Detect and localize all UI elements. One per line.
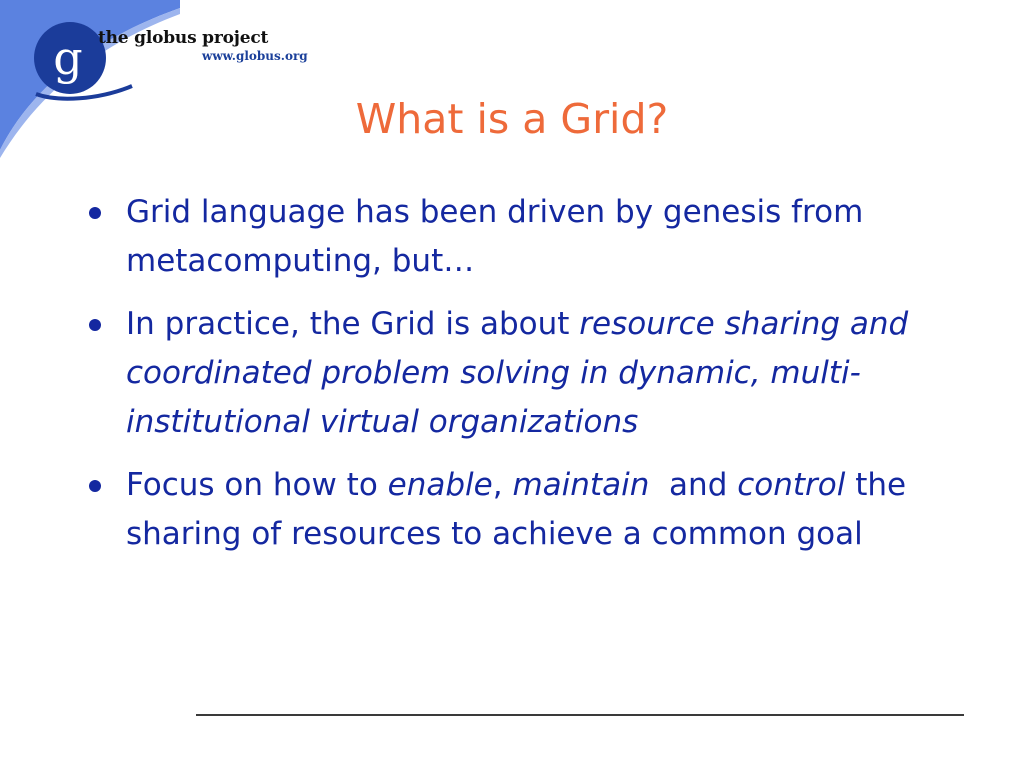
bullet-text: and: [649, 467, 738, 503]
bullet-dot-icon: [89, 319, 101, 331]
bullet-emphasis-text: enable: [387, 467, 493, 503]
bullet-item: [0, 188, 1024, 286]
bullet-text: Focus on how to: [126, 467, 388, 503]
slide-title: [0, 95, 1024, 144]
bullet-emphasis-text: maintain: [512, 467, 650, 503]
bullet-text: In practice, the Grid is about: [126, 306, 580, 342]
bullet-item: [0, 461, 1024, 559]
footer-divider: [196, 714, 964, 716]
bullet-list: [0, 188, 1024, 573]
bullet-item: [0, 300, 1024, 447]
slide-title-text: What is a Grid?: [355, 95, 669, 143]
brand-url: www.globus.org: [202, 49, 308, 63]
bullet-emphasis-text: resource sharing and coordinated problem solving in dynamic, multi-institutional virtual organizations: [126, 306, 919, 440]
bullet-text: ,: [492, 467, 513, 503]
bullet-text: Grid language has been driven by genesis from metacomputing, but…: [126, 194, 874, 279]
logo-mark-glyph: g: [53, 31, 83, 85]
brand-name: the globus project: [98, 28, 269, 48]
bullet-dot-icon: [89, 480, 101, 492]
bullet-emphasis-text: control: [737, 467, 846, 503]
bullet-text: the sharing of resources to achieve a common goal: [126, 467, 916, 552]
bullet-dot-icon: [89, 207, 101, 219]
